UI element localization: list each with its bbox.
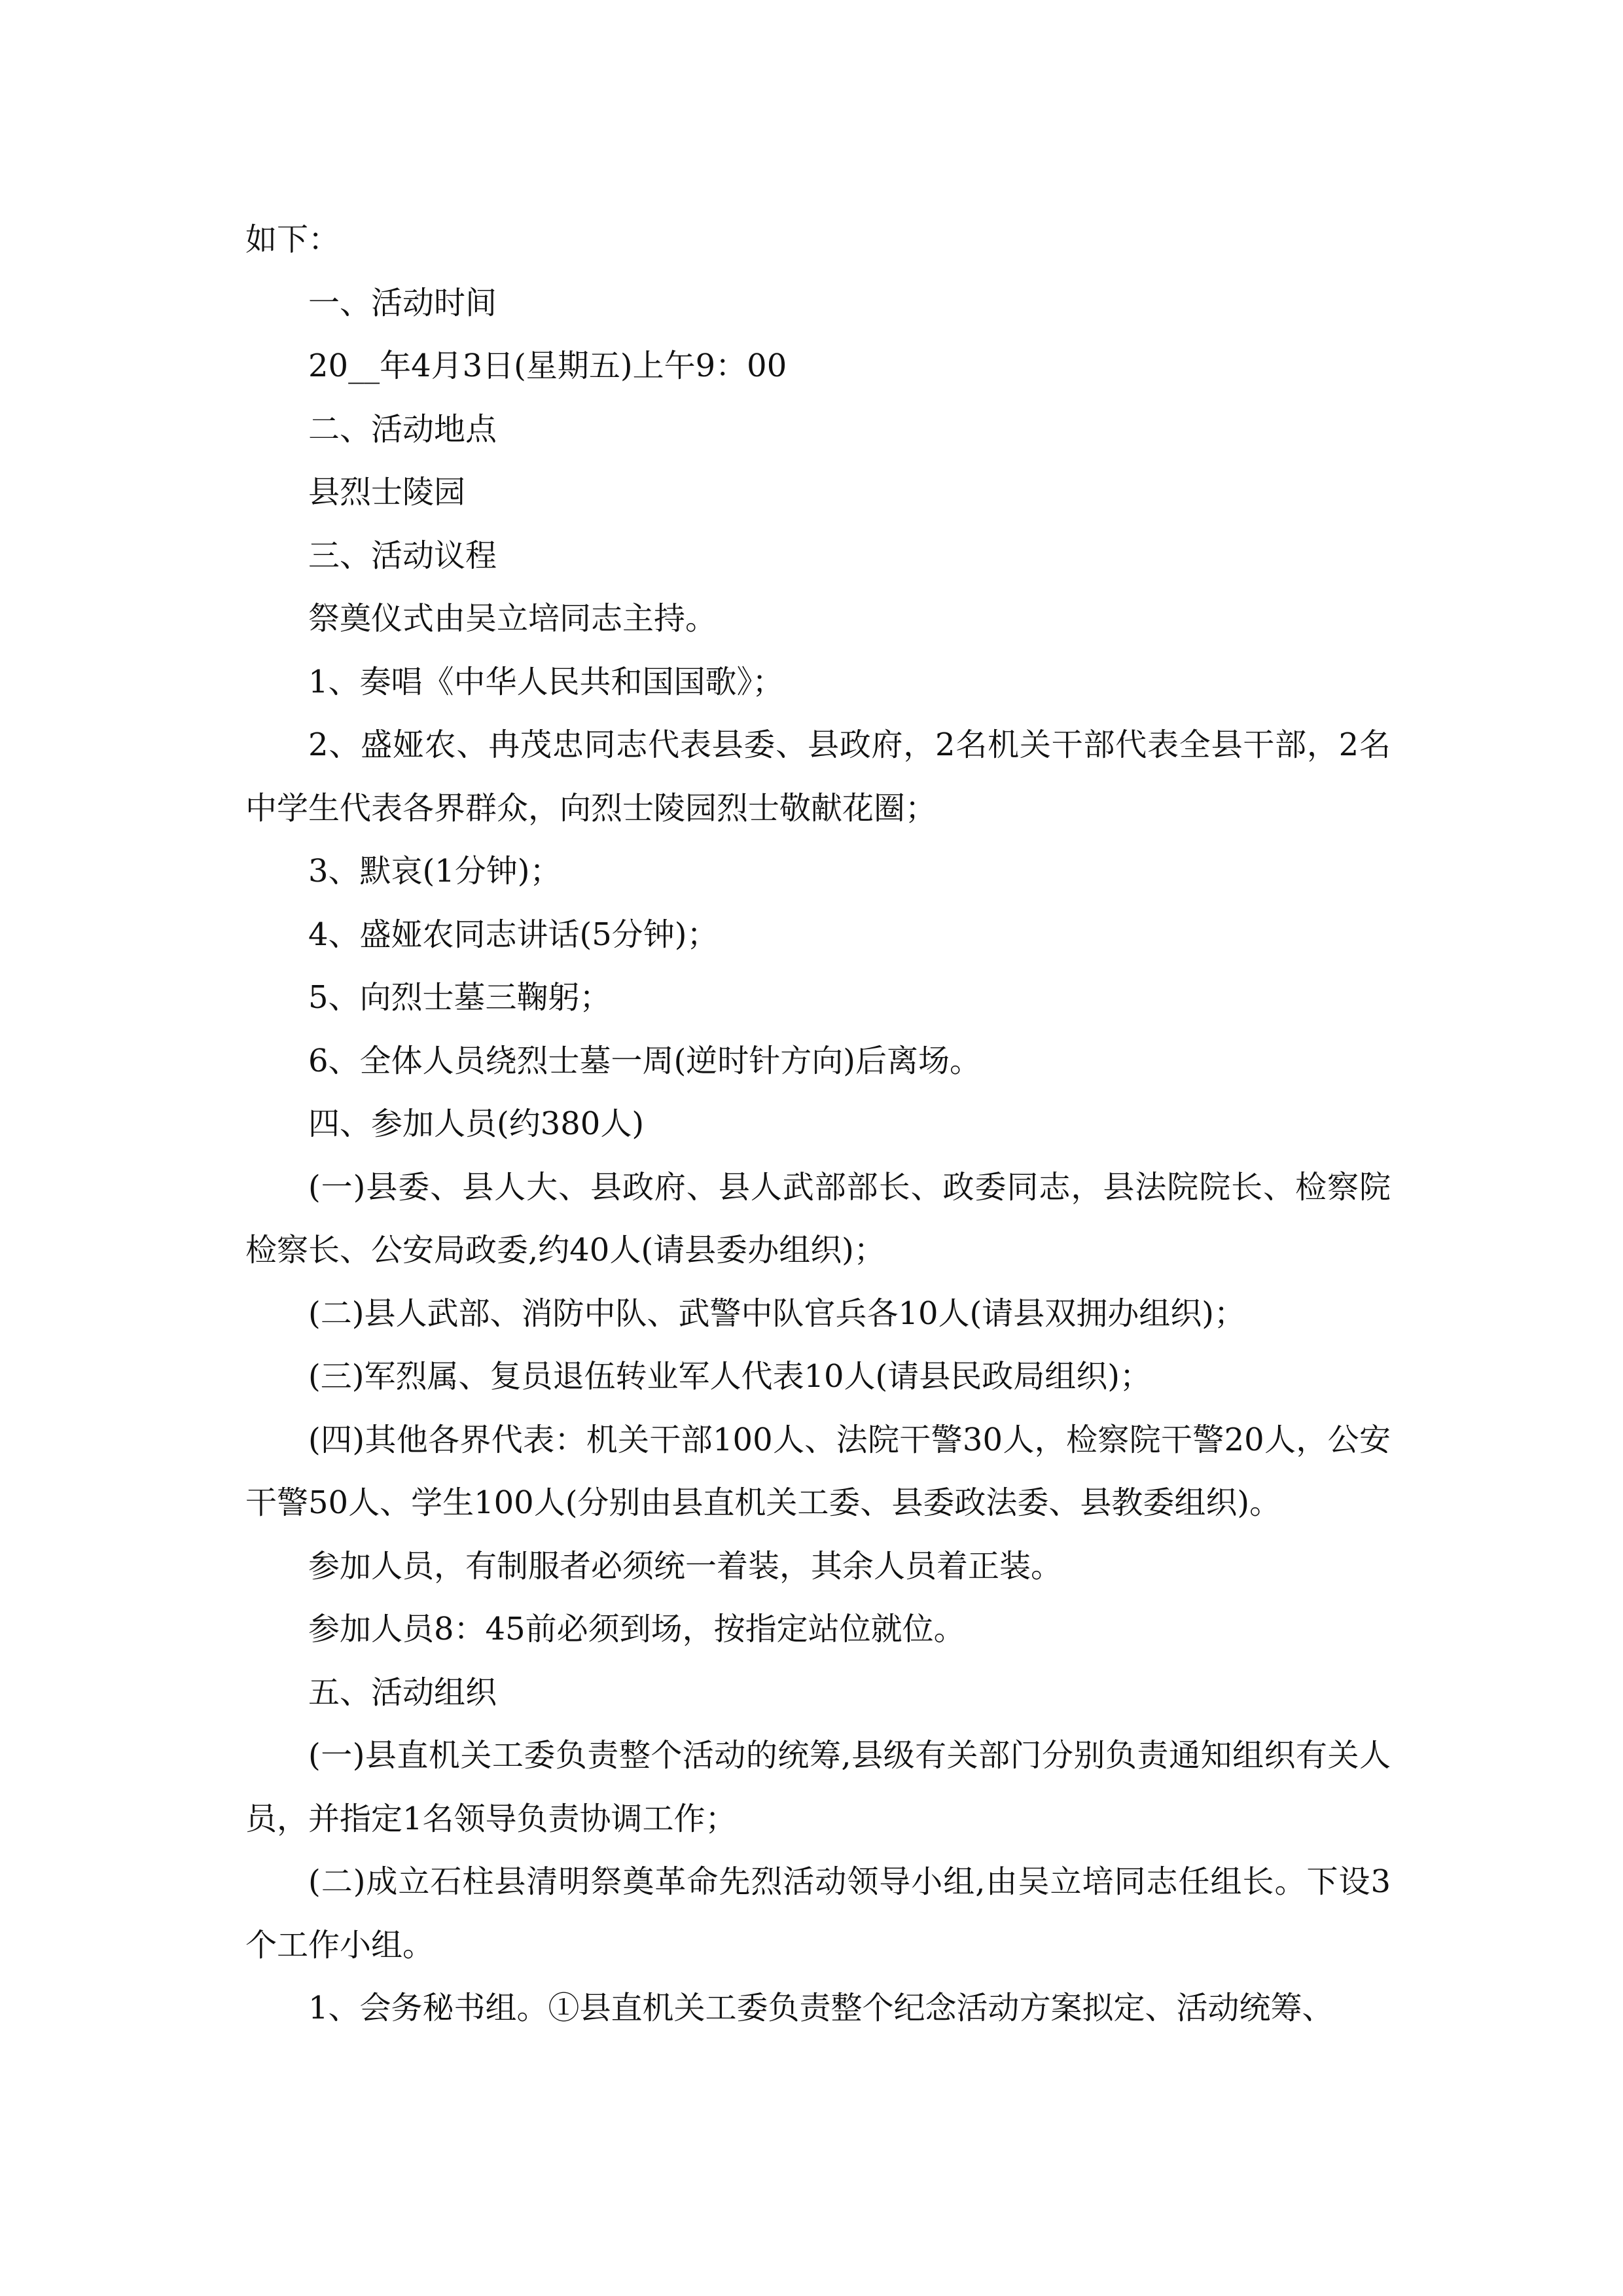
section-heading-time: 一、活动时间: [308, 284, 497, 321]
agenda-item-1: 1、奏唱《中华人民共和国国歌》；: [308, 663, 784, 700]
paragraph-dress-code: 参加人员，有制服者必须统一着装，其余人员着正装。: [308, 1547, 1063, 1585]
agenda-item-4: 4、盛娅农同志讲话(5分钟)；: [308, 916, 719, 953]
participants-item-4: (四)其他各界代表：机关干部100人、法院干警30人，检察院干警20人，公安干警50人、学生100人(分别由县直机关工委、县委政法委、县教委组织)。: [245, 1421, 1391, 1521]
section-heading-location: 二、活动地点: [308, 410, 497, 448]
participants-item-2: (二)县人武部、消防中队、武警中队官兵各10人(请县双拥办组织)；: [308, 1295, 1245, 1332]
participants-item-1: (一)县委、县人大、县政府、县人武部部长、政委同志，县法院院长、检察院检察长、公安局政委,约40人(请县委办组织)；: [245, 1168, 1391, 1268]
paragraph-arrival-time: 参加人员8：45前必须到场，按指定站位就位。: [308, 1611, 965, 1647]
section-heading-participants: 四、参加人员(约380人): [308, 1105, 645, 1142]
section-heading-agenda: 三、活动议程: [308, 537, 497, 574]
document-body: [245, 208, 1391, 2040]
paragraph-event-location: 县烈士陵园: [308, 474, 466, 511]
working-group-item-1: 1、会务秘书组。①县直机关工委负责整个纪念活动方案拟定、活动统筹、: [308, 1990, 1334, 2026]
section-heading-organization: 五、活动组织: [308, 1674, 497, 1711]
agenda-item-3: 3、默哀(1分钟)；: [308, 853, 562, 889]
organization-item-2: (二)成立石柱县清明祭奠革命先烈活动领导小组,由吴立培同志任组长。下设3个工作小组。: [245, 1863, 1391, 1964]
paragraph-event-time: 20__年4月3日(星期五)上午9：00: [308, 348, 787, 384]
agenda-item-2: 2、盛娅农、冉茂忠同志代表县委、县政府，2名机关干部代表全县干部，2名中学生代表各界群众，向烈士陵园烈士敬献花圈；: [245, 726, 1391, 827]
agenda-item-5: 5、向烈士墓三鞠躬；: [308, 979, 611, 1016]
agenda-item-6: 6、全体人员绕烈士墓一周(逆时针方向)后离场。: [308, 1042, 981, 1079]
organization-item-1: (一)县直机关工委负责整个活动的统筹,县级有关部门分别负责通知组织有关人员，并指定1名领导负责协调工作；: [245, 1737, 1391, 1837]
participants-item-3: (三)军烈属、复员退伍转业军人代表10人(请县民政局组织)；: [308, 1358, 1151, 1395]
paragraph-intro: 如下：: [245, 221, 340, 258]
paragraph-host: 祭奠仪式由吴立培同志主持。: [308, 600, 717, 637]
